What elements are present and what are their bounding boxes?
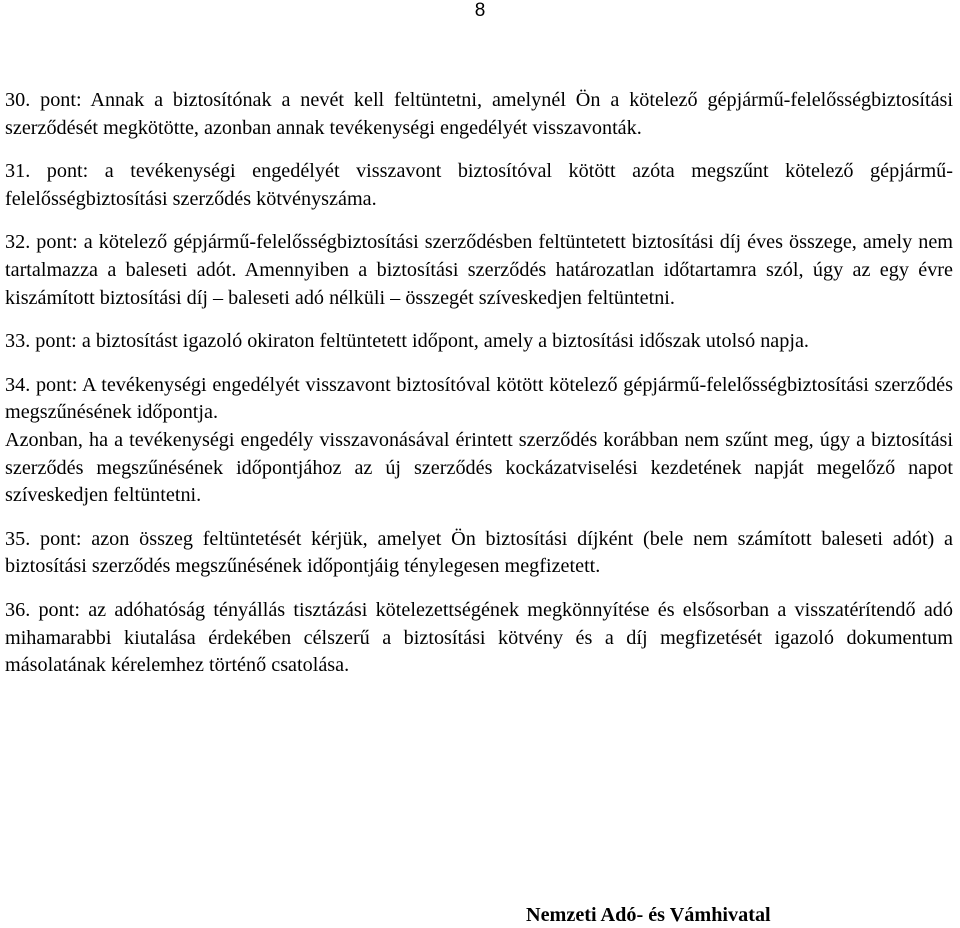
page-number: 8 xyxy=(474,0,486,21)
paragraph-point-36: 36. pont: az adóhatóság tényállás tisztázási kötelezettségének megkönnyítése és elsősorban a visszatérítendő adó mihamarabbi kiutalása érdekében célszerű a biztosítási kötvény és a díj megfizetését igazoló dokumentum másolatának kérelemhez történő csatolása. xyxy=(5,598,953,677)
paragraph-point-35: 35. pont: azon összeg feltüntetését kérjük, amelyet Ön biztosítási díjként (bele nem számított baleseti adót) a biztosítási szerződés megszűnésének időpontjáig ténylegesen megfizetett. xyxy=(5,527,953,578)
signature-authority: Nemzeti Adó- és Vámhivatal xyxy=(526,904,771,926)
paragraph-point-31: 31. pont: a tevékenységi engedélyét visszavont biztosítóval kötött azóta megszűnt kötelező gépjármű-felelősségbiztosítási szerződés kötvényszáma. xyxy=(5,160,953,210)
paragraph-point-34-continuation: Azonban, ha a tevékenységi engedély visszavonásával érintett szerződés korábban nem szűnt meg, úgy a biztosítási szerződés megszűnésének időpontjához az új szerződés kockázatviselési kezdetének napját megelőző napot szíveskedjen feltüntetni. xyxy=(5,428,953,507)
paragraph-point-34: 34. pont: A tevékenységi engedélyét visszavont biztosítóval kötött kötelező gépjármű-felelősségbiztosítási szerződés megszűnésének időpontja. xyxy=(5,373,953,424)
paragraph-point-30: 30. pont: Annak a biztosítónak a nevét kell feltüntetni, amelynél Ön a kötelező gépjármű-felelősségbiztosítási szerződését megkötötte, azonban annak tevékenységi engedélyét visszavonták. xyxy=(5,89,953,139)
paragraph-point-33: 33. pont: a biztosítást igazoló okiraton feltüntetett időpont, amely a biztosítási időszak utolsó napja. xyxy=(5,330,809,353)
document-body xyxy=(5,87,953,680)
paragraph-point-32: 32. pont: a kötelező gépjármű-felelősségbiztosítási szerződésben feltüntetett biztosítási díj éves összege, amely nem tartalmazza a baleseti adót. Amennyiben a biztosítási szerződés határozatlan időtartamra szól, úgy az egy évre kiszámított biztosítási díj – baleseti adó nélküli – összegét szíveskedjen feltüntetni. xyxy=(5,231,953,309)
